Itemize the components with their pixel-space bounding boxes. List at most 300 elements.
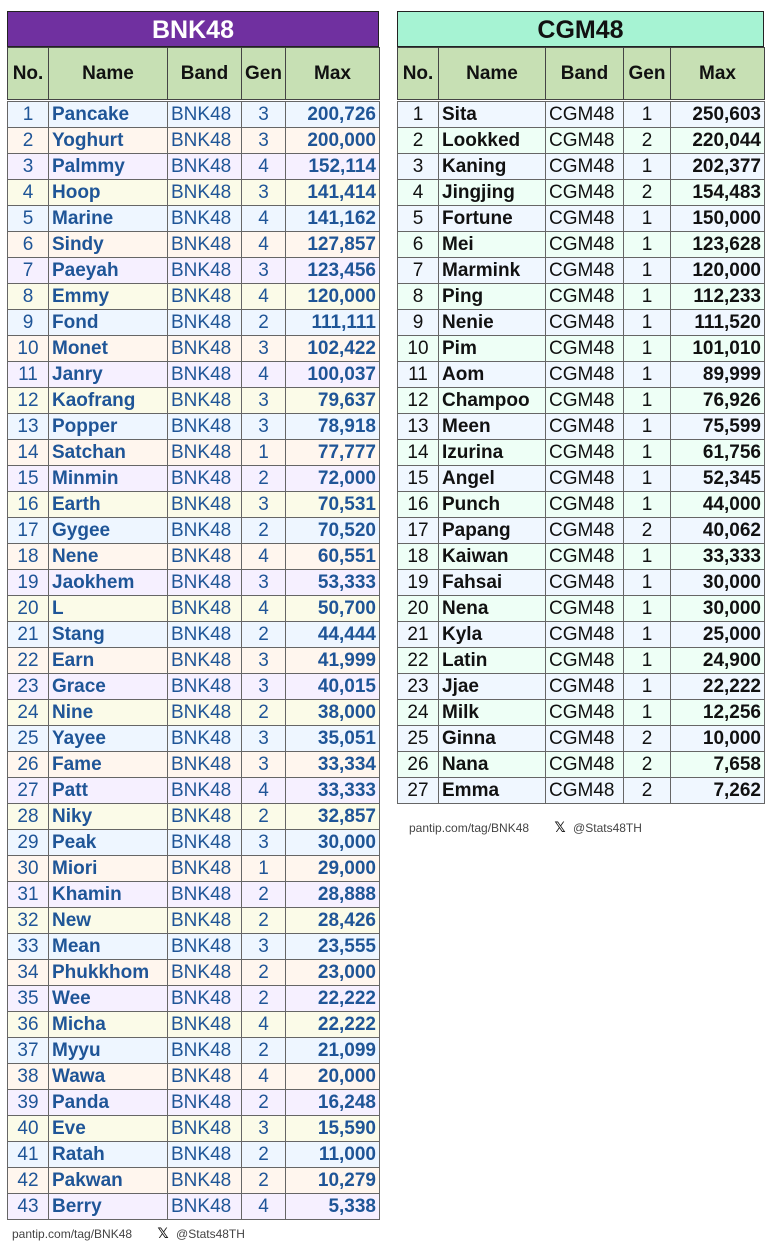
band-cell: BNK48	[168, 1090, 242, 1116]
name-cell: Yoghurt	[49, 128, 168, 154]
name-cell: Stang	[49, 622, 168, 648]
band-cell: BNK48	[168, 518, 242, 544]
max-cell: 44,444	[286, 622, 380, 648]
gen-cell: 1	[624, 648, 671, 674]
table-row	[398, 648, 765, 674]
name-cell: Khamin	[49, 882, 168, 908]
max-cell: 10,000	[671, 726, 765, 752]
gen-cell: 2	[242, 622, 286, 648]
max-cell: 30,000	[286, 830, 380, 856]
band-cell: CGM48	[546, 310, 624, 336]
bnk48-table	[7, 47, 380, 1220]
bnk48-title: BNK48	[7, 11, 379, 47]
band-cell: BNK48	[168, 180, 242, 206]
name-cell: Micha	[49, 1012, 168, 1038]
band-cell: BNK48	[168, 882, 242, 908]
band-cell: CGM48	[546, 622, 624, 648]
gen-cell: 1	[624, 466, 671, 492]
name-cell: Marine	[49, 206, 168, 232]
rank-cell: 31	[8, 882, 49, 908]
name-cell: L	[49, 596, 168, 622]
gen-cell: 4	[242, 778, 286, 804]
rank-cell: 28	[8, 804, 49, 830]
max-cell: 29,000	[286, 856, 380, 882]
table-row	[398, 778, 765, 804]
table-row	[8, 154, 380, 180]
band-cell: CGM48	[546, 128, 624, 154]
table-row	[8, 492, 380, 518]
max-cell: 101,010	[671, 336, 765, 362]
name-cell: Jjae	[439, 674, 546, 700]
table-row	[8, 570, 380, 596]
band-cell: BNK48	[168, 336, 242, 362]
rank-cell: 30	[8, 856, 49, 882]
max-cell: 220,044	[671, 128, 765, 154]
gen-cell: 1	[624, 102, 671, 128]
gen-cell: 1	[624, 544, 671, 570]
max-cell: 30,000	[671, 596, 765, 622]
rank-cell: 4	[8, 180, 49, 206]
band-cell: BNK48	[168, 492, 242, 518]
max-cell: 127,857	[286, 232, 380, 258]
band-cell: BNK48	[168, 440, 242, 466]
gen-cell: 3	[242, 570, 286, 596]
band-cell: CGM48	[546, 700, 624, 726]
band-cell: BNK48	[168, 154, 242, 180]
name-cell: Nine	[49, 700, 168, 726]
max-cell: 28,426	[286, 908, 380, 934]
band-cell: BNK48	[168, 622, 242, 648]
name-cell: Latin	[439, 648, 546, 674]
rank-cell: 3	[398, 154, 439, 180]
gen-cell: 1	[624, 232, 671, 258]
name-cell: Nene	[49, 544, 168, 570]
gen-cell: 1	[624, 154, 671, 180]
table-row	[398, 284, 765, 310]
table-row	[8, 1116, 380, 1142]
name-cell: Minmin	[49, 466, 168, 492]
table-row	[398, 206, 765, 232]
max-cell: 112,233	[671, 284, 765, 310]
gen-cell: 1	[624, 674, 671, 700]
name-cell: Kaning	[439, 154, 546, 180]
name-cell: Monet	[49, 336, 168, 362]
name-cell: Myyu	[49, 1038, 168, 1064]
max-cell: 77,777	[286, 440, 380, 466]
bnk48-panel	[7, 11, 379, 1220]
rank-cell: 3	[8, 154, 49, 180]
table-row	[398, 414, 765, 440]
table-row	[398, 726, 765, 752]
band-cell: BNK48	[168, 362, 242, 388]
table-row	[8, 934, 380, 960]
name-cell: Nena	[439, 596, 546, 622]
band-cell: BNK48	[168, 778, 242, 804]
max-cell: 50,700	[286, 596, 380, 622]
max-cell: 123,456	[286, 258, 380, 284]
gen-cell: 3	[242, 752, 286, 778]
max-cell: 53,333	[286, 570, 380, 596]
table-row	[8, 336, 380, 362]
table-row	[8, 596, 380, 622]
footer-source-link[interactable]: pantip.com/tag/BNK48	[409, 821, 530, 835]
col-header-no: No.	[8, 48, 49, 100]
max-cell: 30,000	[671, 570, 765, 596]
max-cell: 33,333	[671, 544, 765, 570]
table-row	[398, 570, 765, 596]
table-row	[8, 206, 380, 232]
max-cell: 15,590	[286, 1116, 380, 1142]
rank-cell: 27	[8, 778, 49, 804]
rank-cell: 5	[8, 206, 49, 232]
header-row	[398, 48, 765, 100]
name-cell: Eve	[49, 1116, 168, 1142]
rank-cell: 6	[398, 232, 439, 258]
max-cell: 111,520	[671, 310, 765, 336]
gen-cell: 3	[242, 336, 286, 362]
table-row	[8, 388, 380, 414]
gen-cell: 1	[624, 310, 671, 336]
name-cell: Kyla	[439, 622, 546, 648]
band-cell: BNK48	[168, 1168, 242, 1194]
band-cell: CGM48	[546, 492, 624, 518]
gen-cell: 4	[242, 596, 286, 622]
table-row	[8, 102, 380, 128]
rank-cell: 20	[398, 596, 439, 622]
rank-cell: 25	[8, 726, 49, 752]
band-cell: BNK48	[168, 310, 242, 336]
table-row	[8, 518, 380, 544]
max-cell: 16,248	[286, 1090, 380, 1116]
gen-cell: 4	[242, 206, 286, 232]
band-cell: CGM48	[546, 388, 624, 414]
max-cell: 70,520	[286, 518, 380, 544]
band-cell: CGM48	[546, 180, 624, 206]
rank-cell: 19	[398, 570, 439, 596]
band-cell: BNK48	[168, 102, 242, 128]
max-cell: 22,222	[286, 986, 380, 1012]
max-cell: 100,037	[286, 362, 380, 388]
rank-cell: 12	[8, 388, 49, 414]
band-cell: CGM48	[546, 570, 624, 596]
max-cell: 72,000	[286, 466, 380, 492]
band-cell: BNK48	[168, 388, 242, 414]
bnk48-footer	[12, 1225, 245, 1242]
name-cell: Niky	[49, 804, 168, 830]
max-cell: 200,726	[286, 102, 380, 128]
col-header-no: No.	[398, 48, 439, 100]
max-cell: 70,531	[286, 492, 380, 518]
rank-cell: 5	[398, 206, 439, 232]
footer-handle[interactable]: @Stats48TH	[176, 1227, 245, 1241]
max-cell: 78,918	[286, 414, 380, 440]
gen-cell: 3	[242, 1116, 286, 1142]
rank-cell: 24	[8, 700, 49, 726]
band-cell: BNK48	[168, 1194, 242, 1220]
rank-cell: 39	[8, 1090, 49, 1116]
rank-cell: 17	[398, 518, 439, 544]
gen-cell: 2	[242, 466, 286, 492]
name-cell: Emmy	[49, 284, 168, 310]
max-cell: 75,599	[671, 414, 765, 440]
footer-source-link[interactable]: pantip.com/tag/BNK48	[12, 1227, 133, 1241]
rank-cell: 34	[8, 960, 49, 986]
table-row	[8, 830, 380, 856]
name-cell: Fortune	[439, 206, 546, 232]
name-cell: Panda	[49, 1090, 168, 1116]
table-row	[8, 128, 380, 154]
name-cell: Meen	[439, 414, 546, 440]
rank-cell: 18	[8, 544, 49, 570]
max-cell: 24,900	[671, 648, 765, 674]
name-cell: Yayee	[49, 726, 168, 752]
gen-cell: 1	[242, 440, 286, 466]
max-cell: 202,377	[671, 154, 765, 180]
rank-cell: 22	[398, 648, 439, 674]
table-row	[8, 960, 380, 986]
name-cell: Mei	[439, 232, 546, 258]
band-cell: BNK48	[168, 960, 242, 986]
gen-cell: 4	[242, 284, 286, 310]
table-row	[398, 102, 765, 128]
rank-cell: 26	[8, 752, 49, 778]
table-row	[8, 752, 380, 778]
gen-cell: 3	[242, 648, 286, 674]
gen-cell: 2	[624, 752, 671, 778]
rank-cell: 7	[8, 258, 49, 284]
table-row	[8, 804, 380, 830]
gen-cell: 1	[624, 596, 671, 622]
gen-cell: 4	[242, 1064, 286, 1090]
x-logo-icon: 𝕏	[157, 1225, 169, 1241]
max-cell: 123,628	[671, 232, 765, 258]
rank-cell: 23	[8, 674, 49, 700]
table-row	[8, 908, 380, 934]
gen-cell: 3	[242, 674, 286, 700]
rank-cell: 26	[398, 752, 439, 778]
gen-cell: 3	[242, 128, 286, 154]
gen-cell: 3	[242, 726, 286, 752]
col-header-name: Name	[49, 48, 168, 100]
name-cell: Grace	[49, 674, 168, 700]
table-row	[8, 466, 380, 492]
table-row	[8, 700, 380, 726]
band-cell: CGM48	[546, 440, 624, 466]
gen-cell: 4	[242, 1194, 286, 1220]
name-cell: Palmmy	[49, 154, 168, 180]
gen-cell: 3	[242, 934, 286, 960]
gen-cell: 1	[624, 492, 671, 518]
max-cell: 10,279	[286, 1168, 380, 1194]
rank-cell: 42	[8, 1168, 49, 1194]
max-cell: 23,000	[286, 960, 380, 986]
table-row	[8, 440, 380, 466]
rank-cell: 16	[398, 492, 439, 518]
band-cell: CGM48	[546, 752, 624, 778]
name-cell: Peak	[49, 830, 168, 856]
table-row	[8, 258, 380, 284]
max-cell: 141,414	[286, 180, 380, 206]
band-cell: CGM48	[546, 544, 624, 570]
gen-cell: 3	[242, 388, 286, 414]
rank-cell: 23	[398, 674, 439, 700]
name-cell: Milk	[439, 700, 546, 726]
table-row	[8, 648, 380, 674]
band-cell: BNK48	[168, 1038, 242, 1064]
name-cell: Pim	[439, 336, 546, 362]
name-cell: Janry	[49, 362, 168, 388]
table-row	[8, 882, 380, 908]
table-row	[8, 414, 380, 440]
band-cell: BNK48	[168, 700, 242, 726]
name-cell: Jaokhem	[49, 570, 168, 596]
gen-cell: 3	[242, 258, 286, 284]
cgm48-table	[397, 47, 765, 804]
name-cell: Angel	[439, 466, 546, 492]
max-cell: 40,062	[671, 518, 765, 544]
max-cell: 141,162	[286, 206, 380, 232]
band-cell: BNK48	[168, 934, 242, 960]
table-row	[8, 284, 380, 310]
rank-cell: 36	[8, 1012, 49, 1038]
gen-cell: 2	[242, 310, 286, 336]
gen-cell: 2	[242, 1038, 286, 1064]
rank-cell: 22	[8, 648, 49, 674]
name-cell: Nana	[439, 752, 546, 778]
table-row	[8, 1090, 380, 1116]
name-cell: Ping	[439, 284, 546, 310]
max-cell: 20,000	[286, 1064, 380, 1090]
gen-cell: 4	[242, 154, 286, 180]
max-cell: 7,262	[671, 778, 765, 804]
col-header-max: Max	[671, 48, 765, 100]
name-cell: Patt	[49, 778, 168, 804]
max-cell: 22,222	[671, 674, 765, 700]
table-row	[398, 518, 765, 544]
rank-cell: 13	[8, 414, 49, 440]
band-cell: BNK48	[168, 674, 242, 700]
table-row	[8, 986, 380, 1012]
rank-cell: 4	[398, 180, 439, 206]
band-cell: BNK48	[168, 726, 242, 752]
max-cell: 154,483	[671, 180, 765, 206]
band-cell: BNK48	[168, 284, 242, 310]
gen-cell: 1	[624, 284, 671, 310]
table-row	[8, 622, 380, 648]
name-cell: Berry	[49, 1194, 168, 1220]
max-cell: 5,338	[286, 1194, 380, 1220]
band-cell: CGM48	[546, 778, 624, 804]
rank-cell: 1	[8, 102, 49, 128]
rank-cell: 2	[398, 128, 439, 154]
gen-cell: 2	[242, 882, 286, 908]
max-cell: 120,000	[671, 258, 765, 284]
rank-cell: 17	[8, 518, 49, 544]
name-cell: Lookked	[439, 128, 546, 154]
band-cell: CGM48	[546, 258, 624, 284]
footer-handle[interactable]: @Stats48TH	[573, 821, 642, 835]
rank-cell: 27	[398, 778, 439, 804]
rank-cell: 16	[8, 492, 49, 518]
gen-cell: 2	[242, 1168, 286, 1194]
table-row	[8, 310, 380, 336]
band-cell: BNK48	[168, 648, 242, 674]
rank-cell: 14	[8, 440, 49, 466]
band-cell: CGM48	[546, 648, 624, 674]
max-cell: 120,000	[286, 284, 380, 310]
rank-cell: 35	[8, 986, 49, 1012]
gen-cell: 1	[624, 258, 671, 284]
band-cell: CGM48	[546, 674, 624, 700]
gen-cell: 1	[624, 700, 671, 726]
gen-cell: 2	[624, 726, 671, 752]
gen-cell: 1	[624, 206, 671, 232]
band-cell: BNK48	[168, 128, 242, 154]
band-cell: CGM48	[546, 518, 624, 544]
table-row	[398, 388, 765, 414]
name-cell: Ratah	[49, 1142, 168, 1168]
max-cell: 28,888	[286, 882, 380, 908]
rank-cell: 9	[398, 310, 439, 336]
max-cell: 60,551	[286, 544, 380, 570]
band-cell: BNK48	[168, 596, 242, 622]
gen-cell: 2	[624, 778, 671, 804]
rank-cell: 1	[398, 102, 439, 128]
gen-cell: 2	[242, 804, 286, 830]
name-cell: Nenie	[439, 310, 546, 336]
gen-cell: 4	[242, 232, 286, 258]
rank-cell: 21	[8, 622, 49, 648]
max-cell: 89,999	[671, 362, 765, 388]
band-cell: BNK48	[168, 258, 242, 284]
rank-cell: 7	[398, 258, 439, 284]
max-cell: 152,114	[286, 154, 380, 180]
band-cell: BNK48	[168, 986, 242, 1012]
rank-cell: 25	[398, 726, 439, 752]
rank-cell: 24	[398, 700, 439, 726]
max-cell: 33,333	[286, 778, 380, 804]
band-cell: CGM48	[546, 232, 624, 258]
max-cell: 76,926	[671, 388, 765, 414]
name-cell: Papang	[439, 518, 546, 544]
rank-cell: 6	[8, 232, 49, 258]
gen-cell: 4	[242, 1012, 286, 1038]
name-cell: Sita	[439, 102, 546, 128]
rank-cell: 37	[8, 1038, 49, 1064]
name-cell: Hoop	[49, 180, 168, 206]
col-header-gen: Gen	[242, 48, 286, 100]
table-row	[398, 700, 765, 726]
max-cell: 12,256	[671, 700, 765, 726]
max-cell: 38,000	[286, 700, 380, 726]
band-cell: CGM48	[546, 596, 624, 622]
table-row	[8, 1168, 380, 1194]
gen-cell: 3	[242, 414, 286, 440]
band-cell: BNK48	[168, 1012, 242, 1038]
rank-cell: 12	[398, 388, 439, 414]
name-cell: Earn	[49, 648, 168, 674]
name-cell: Emma	[439, 778, 546, 804]
gen-cell: 2	[242, 518, 286, 544]
name-cell: Kaiwan	[439, 544, 546, 570]
max-cell: 52,345	[671, 466, 765, 492]
name-cell: Pakwan	[49, 1168, 168, 1194]
max-cell: 250,603	[671, 102, 765, 128]
name-cell: Sindy	[49, 232, 168, 258]
header-row	[8, 48, 380, 100]
table-row	[8, 544, 380, 570]
rank-cell: 33	[8, 934, 49, 960]
